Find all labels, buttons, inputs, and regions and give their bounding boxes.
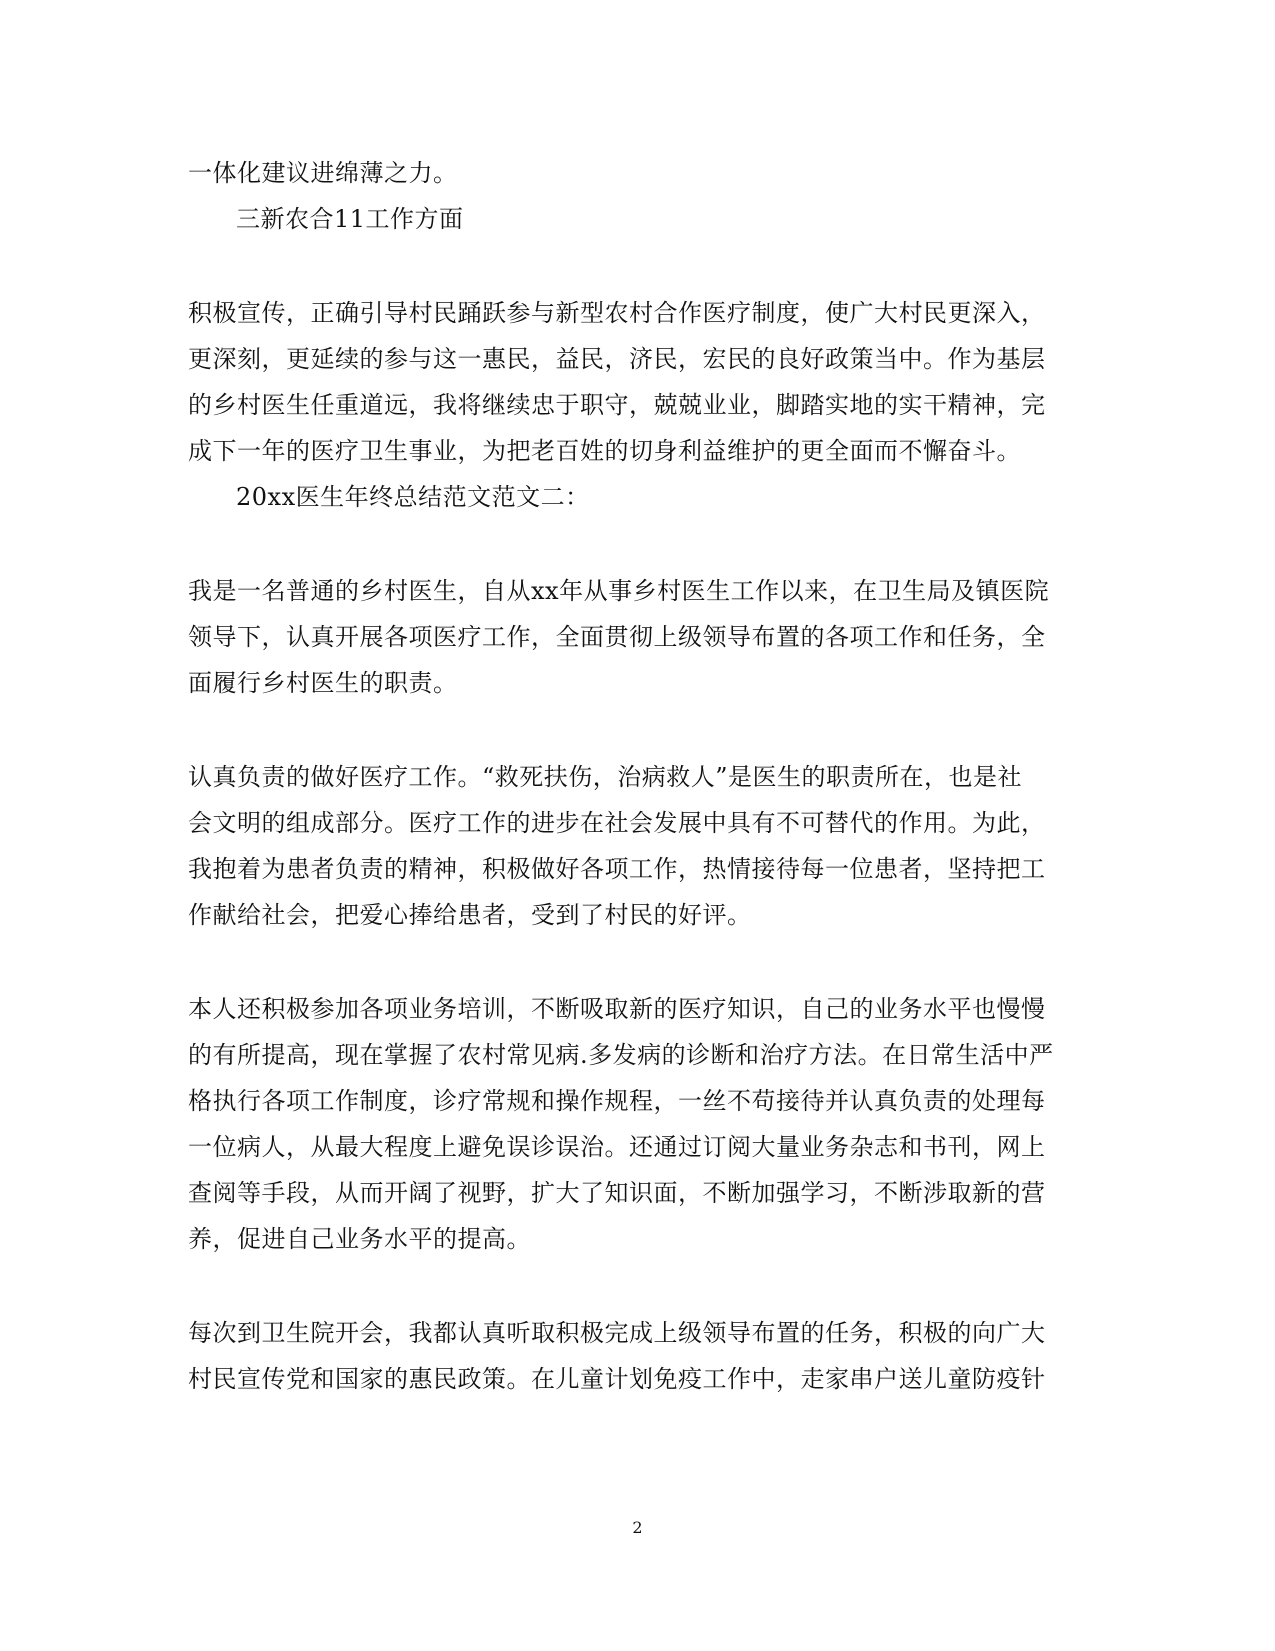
- text-line: 每次到卫生院开会，我都认真听取积极完成上级领导布置的任务，积极的向广大: [188, 1319, 1046, 1347]
- text-line: 更深刻，更延续的参与这一惠民，益民，济民，宏民的良好政策当中。作为基层: [188, 345, 1046, 373]
- text-line: 一体化建议进绵薄之力。: [188, 159, 458, 187]
- text-line: 会文明的组成部分。医疗工作的进步在社会发展中具有不可替代的作用。为此，: [188, 809, 1046, 837]
- text-line: 成下一年的医疗卫生事业，为把老百姓的切身利益维护的更全面而不懈奋斗。: [188, 437, 1021, 465]
- text-line: 作献给社会，把爱心捧给患者，受到了村民的好评。: [188, 901, 752, 929]
- text-line: 的乡村医生任重道远，我将继续忠于职守，兢兢业业，脚踏实地的实干精神，完: [188, 391, 1046, 419]
- text-line: 积极宣传，正确引导村民踊跃参与新型农村合作医疗制度，使广大村民更深入，: [188, 299, 1046, 327]
- text-line: 查阅等手段，从而开阔了视野，扩大了知识面，不断加强学习，不断涉取新的营: [188, 1179, 1046, 1207]
- section-heading: 20xx医生年终总结范文范文二：: [236, 483, 590, 511]
- text-line: 的有所提高，现在掌握了农村常见病.多发病的诊断和治疗方法。在日常生活中严: [188, 1041, 1054, 1069]
- text-line: 我抱着为患者负责的精神，积极做好各项工作，热情接待每一位患者，坚持把工: [188, 855, 1046, 883]
- text-line: 本人还积极参加各项业务培训，不断吸取新的医疗知识，自己的业务水平也慢慢: [188, 995, 1046, 1023]
- section-heading: 三新农合11工作方面: [236, 205, 464, 233]
- text-line: 养，促进自己业务水平的提高。: [188, 1225, 531, 1253]
- text-line: 格执行各项工作制度，诊疗常规和操作规程，一丝不苟接待并认真负责的处理每: [188, 1087, 1046, 1115]
- text-line: 领导下，认真开展各项医疗工作，全面贯彻上级领导布置的各项工作和任务，全: [188, 623, 1046, 651]
- text-line: 认真负责的做好医疗工作。“救死扶伤，治病救人”是医生的职责所在，也是社: [188, 763, 1023, 791]
- text-line: 面履行乡村医生的职责。: [188, 669, 458, 697]
- text-line: 村民宣传党和国家的惠民政策。在儿童计划免疫工作中，走家串户送儿童防疫针: [188, 1365, 1046, 1393]
- page-number: 2: [632, 1518, 643, 1537]
- text-line: 我是一名普通的乡村医生，自从xx年从事乡村医生工作以来，在卫生局及镇医院: [188, 577, 1050, 605]
- text-line: 一位病人，从最大程度上避免误诊误治。还通过订阅大量业务杂志和书刊，网上: [188, 1133, 1046, 1161]
